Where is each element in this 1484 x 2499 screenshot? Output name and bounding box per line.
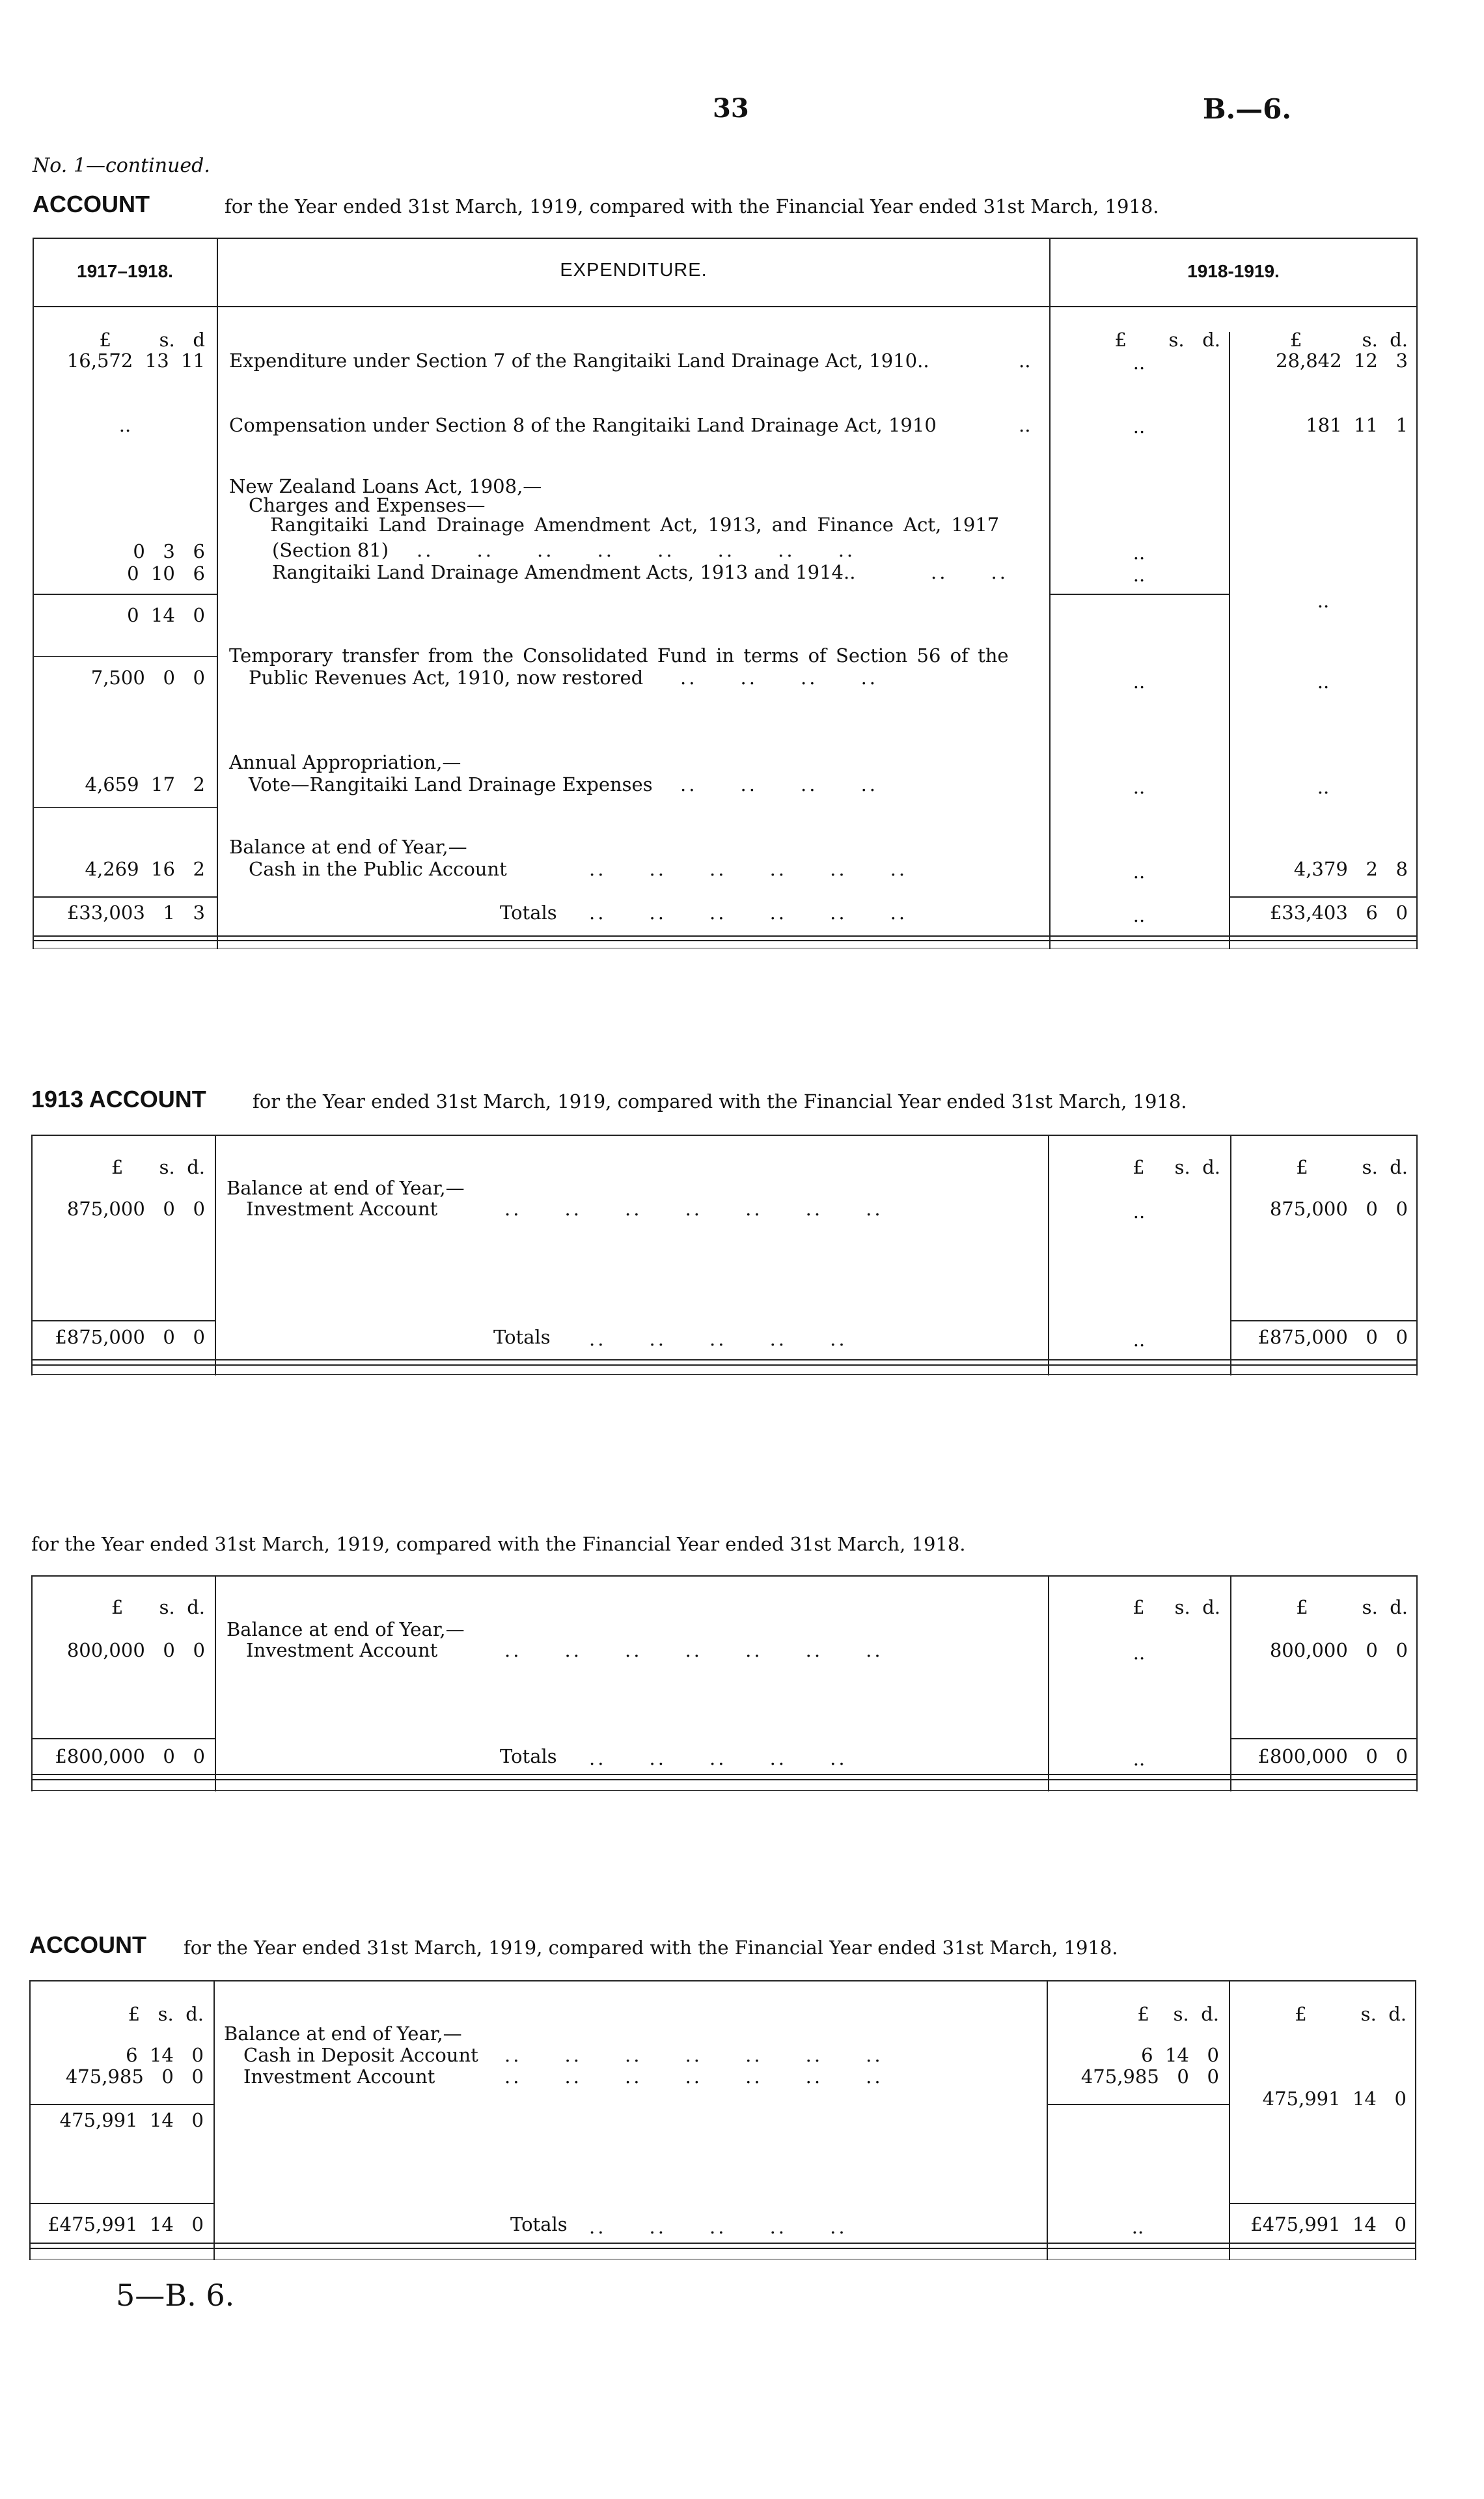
- account1-title-rest: for the Year ended 31st March, 1919, compared with the Financial Year ended 31st March, 1918.: [225, 195, 1159, 217]
- account1-row7-curr: ..: [1317, 590, 1330, 612]
- account3-curr: 800,000 0 0: [1269, 1639, 1408, 1661]
- account3-unit-sub: £ s. d.: [1133, 1596, 1220, 1618]
- leader-dots: ..: [1019, 350, 1031, 372]
- account2-desc1: Balance at end of Year,—: [227, 1177, 465, 1199]
- account1-row3-desc: Charges and Expenses—: [249, 494, 486, 516]
- account1-row1-prev: ..: [118, 414, 131, 436]
- account2-totals-label: Totals: [493, 1326, 551, 1348]
- account1-row0-curr: 28,842 12 3: [1276, 350, 1408, 372]
- leader-dots: .. .. .. ..: [680, 667, 879, 689]
- account1-row6-prev: 0 10 6: [127, 562, 205, 585]
- account4-prev1: 6 14 0: [126, 2044, 204, 2066]
- account1-row9-sub: ..: [1133, 670, 1146, 693]
- account1-unit-prev: £ s. d: [99, 329, 205, 351]
- account2-total-prev: £875,000 0 0: [55, 1326, 205, 1348]
- account3-total-curr: £800,000 0 0: [1257, 1745, 1408, 1767]
- account1-row11-curr: ..: [1317, 776, 1330, 798]
- account4-unit-sub: £ s. d.: [1137, 2003, 1219, 2025]
- account4-prev-sum: 475,991 14 0: [59, 2109, 204, 2131]
- account2-title-bold: 1913 ACCOUNT: [31, 1086, 206, 1112]
- account1-row9-prev: 7,500 0 0: [90, 667, 205, 689]
- account4-unit-curr: £ s. d.: [1295, 2003, 1407, 2025]
- account4-desc1: Balance at end of Year,—: [224, 2023, 462, 2045]
- account1-row11-sub: ..: [1133, 776, 1146, 798]
- account2-prev: 875,000 0 0: [66, 1198, 205, 1220]
- account2-total-sub: ..: [1133, 1329, 1146, 1351]
- leader-dots: .. .. .. ..: [680, 773, 879, 795]
- account1-row1-desc: Compensation under Section 8 of the Rangitaiki Land Drainage Act, 1910: [229, 414, 937, 436]
- account1-col-prev: 1917–1918.: [77, 261, 173, 281]
- continued-label: No. 1—continued.: [33, 154, 210, 177]
- account2-title-rest: for the Year ended 31st March, 1919, compared with the Financial Year ended 31st March, 1918.: [253, 1090, 1187, 1112]
- account2-curr: 875,000 0 0: [1269, 1198, 1408, 1220]
- account1-row8-desc: Temporary transfer from the Consolidated Fund in terms of Section 56 of the: [229, 644, 1009, 667]
- account4-total-sub: ..: [1131, 2216, 1144, 2238]
- account2-total-curr: £875,000 0 0: [1257, 1326, 1408, 1348]
- account4-desc2: Cash in Deposit Account: [243, 2044, 478, 2066]
- account1-row5-prev: 0 3 6: [133, 540, 205, 562]
- account1-row4-desc: Rangitaiki Land Drainage Amendment Act, 1913, and Finance Act, 1917: [270, 514, 1000, 536]
- account2-unit-prev: £ s. d.: [111, 1156, 205, 1178]
- leader-dots: .. .. .. .. .. .. ..: [504, 1639, 883, 1661]
- account4-totals-label: Totals: [510, 2213, 568, 2235]
- account1-title-bold: ACCOUNT: [33, 191, 150, 217]
- account1-row10-desc: Annual Appropriation,—: [229, 751, 461, 773]
- account2-sub: ..: [1133, 1200, 1146, 1222]
- account3-title-rest: for the Year ended 31st March, 1919, compared with the Financial Year ended 31st March, 1918.: [31, 1533, 966, 1555]
- account1-row13-prev: 4,269 16 2: [85, 858, 205, 880]
- account1-row5-desc: (Section 81): [272, 539, 389, 561]
- account1-col-mid: EXPENDITURE.: [560, 260, 708, 281]
- account4-curr: 475,991 14 0: [1262, 2088, 1407, 2110]
- account3-prev: 800,000 0 0: [66, 1639, 205, 1661]
- account1-row0-prev: 16,572 13 11: [66, 350, 205, 372]
- account2-desc2: Investment Account: [246, 1198, 438, 1220]
- account4-total-prev: £475,991 14 0: [48, 2213, 204, 2235]
- account1-row0-desc: Expenditure under Section 7 of the Rangitaiki Land Drainage Act, 1910..: [229, 350, 929, 372]
- account1-col-curr: 1918-1919.: [1187, 261, 1280, 281]
- leader-dots: ..: [1019, 414, 1031, 436]
- account1-row9-desc: Public Revenues Act, 1910, now restored: [249, 667, 644, 689]
- account1-row13-desc: Cash in the Public Account: [249, 858, 507, 880]
- account1-row1-sub: ..: [1133, 415, 1146, 437]
- leader-dots: .. .. .. .. .. ..: [589, 858, 908, 880]
- account1-totals-label: Totals: [500, 902, 557, 924]
- account4-unit-prev: £ s. d.: [128, 2003, 204, 2025]
- account4-sub2: 475,985 0 0: [1080, 2065, 1219, 2088]
- page-footer: 5—B. 6.: [116, 2278, 235, 2313]
- account1-total-prev: £33,003 1 3: [66, 902, 205, 924]
- leader-dots: .. ..: [931, 561, 1008, 583]
- account3-unit-curr: £ s. d.: [1296, 1596, 1408, 1618]
- account4-prev2: 475,985 0 0: [65, 2065, 204, 2088]
- account1-row13-curr: 4,379 2 8: [1293, 858, 1408, 880]
- account1-total-curr: £33,403 6 0: [1269, 902, 1408, 924]
- account1-row7-prev: 0 14 0: [127, 604, 205, 626]
- account4-title-rest: for the Year ended 31st March, 1919, compared with the Financial Year ended 31st March, 1918.: [184, 1937, 1118, 1959]
- account1-row11-prev: 4,659 17 2: [85, 773, 205, 795]
- account3-desc2: Investment Account: [246, 1639, 438, 1661]
- account1-row1-curr: 181 11 1: [1306, 414, 1408, 436]
- account1-unit-curr: £ s. d.: [1290, 329, 1408, 351]
- account4-total-curr: £475,991 14 0: [1250, 2213, 1407, 2235]
- account1-row9-curr: ..: [1317, 670, 1330, 693]
- account3-total-prev: £800,000 0 0: [55, 1745, 205, 1767]
- leader-dots: .. .. .. .. .. .. ..: [504, 2044, 883, 2066]
- account3-desc1: Balance at end of Year,—: [227, 1618, 465, 1640]
- account4-title-bold: ACCOUNT: [29, 1931, 146, 1958]
- account3-totals-label: Totals: [500, 1745, 557, 1767]
- account1-total-sub: ..: [1133, 904, 1146, 926]
- account3-sub: ..: [1133, 1642, 1146, 1664]
- account1-unit-sub: £ s. d.: [1114, 329, 1220, 351]
- leader-dots: .. .. .. .. .. .. ..: [504, 2065, 883, 2088]
- account3-unit-prev: £ s. d.: [111, 1596, 205, 1618]
- account4-desc3: Investment Account: [243, 2065, 435, 2088]
- leader-dots: .. .. .. .. .. .. ..: [504, 1198, 883, 1220]
- account1-row0-sub: ..: [1133, 352, 1146, 374]
- account1-row12-desc: Balance at end of Year,—: [229, 836, 467, 858]
- account1-row2-desc: New Zealand Loans Act, 1908,—: [229, 475, 542, 497]
- leader-dots: .. .. .. .. ..: [589, 1328, 847, 1350]
- leader-dots: .. .. .. .. .. ..: [589, 902, 908, 924]
- account1-row5-sub: ..: [1133, 542, 1146, 564]
- leader-dots: .. .. .. .. ..: [589, 1747, 847, 1769]
- account1-row6-desc: Rangitaiki Land Drainage Amendment Acts, 1913 and 1914..: [272, 561, 856, 583]
- account2-unit-sub: £ s. d.: [1133, 1156, 1220, 1178]
- account1-row11-desc: Vote—Rangitaiki Land Drainage Expenses: [249, 773, 653, 795]
- account1-row6-sub: ..: [1133, 564, 1146, 586]
- account3-total-sub: ..: [1133, 1748, 1146, 1770]
- leader-dots: .. .. .. .. ..: [589, 2216, 847, 2238]
- page-ref: B.—6.: [1203, 93, 1291, 125]
- account4-sub1: 6 14 0: [1141, 2044, 1219, 2066]
- account1-row13-sub: ..: [1133, 861, 1146, 883]
- page-number: 33: [713, 93, 749, 124]
- account2-unit-curr: £ s. d.: [1296, 1156, 1408, 1178]
- leader-dots: .. .. .. .. .. .. .. ..: [417, 539, 856, 561]
